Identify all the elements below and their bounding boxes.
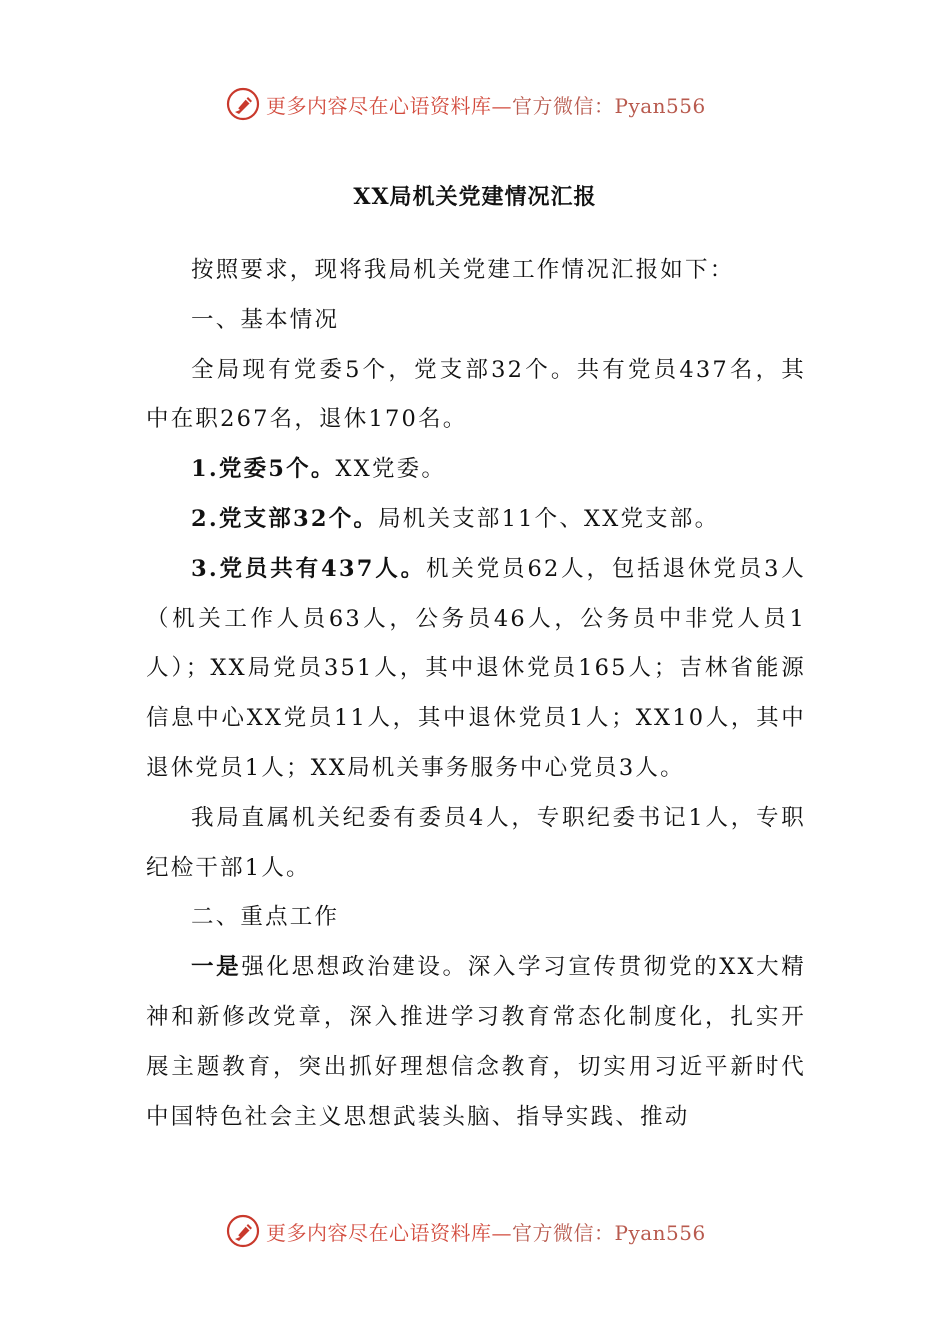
paragraph: 我局直属机关纪委有委员4人，专职纪委书记1人，专职纪检干部1人。 <box>146 804 806 881</box>
document-title: XX局机关党建情况汇报 <box>353 184 597 210</box>
paragraph: 2.党支部32个。局机关支部11个、XX党支部。 <box>191 505 720 532</box>
document-body <box>146 246 806 1142</box>
watermark-dash: — <box>491 93 512 118</box>
paragraph: 1.党委5个。XX党委。 <box>191 456 447 483</box>
paragraph: 一是强化思想政治建设。深入学习宣传贯彻党的XX大精神和新修改党章，深入推进学习教育常态化制度化，扎实开展主题教育，突出抓好理想信念教育，切实用习近平新时代中国特色社会主义思想武装头脑、指导实践、推动 <box>146 954 806 1130</box>
paragraph: 按照要求，现将我局机关党建工作情况汇报如下： <box>191 257 735 283</box>
watermark-text <box>266 90 706 119</box>
paragraph: 3.党员共有437人。机关党员62人，包括退休党员3人（机关工作人员63人，公务员46人，公务员中非党人员1人）；XX局党员351人，其中退休党员165人；吉林省能源信息中心XX党员11人，其中退休党员1人；XX10人，其中退休党员1人；XX局机关事务服务中心党员3人。 <box>146 555 806 781</box>
watermark-dash: — <box>491 1220 512 1245</box>
watermark-main: 更多内容尽在心语资料库 <box>266 1220 492 1245</box>
header-watermark <box>226 84 746 124</box>
section-heading: 二、重点工作 <box>191 904 340 931</box>
watermark-wechat: 官方微信：Pyan556 <box>512 93 706 118</box>
pen-nib-logo-icon <box>226 87 260 121</box>
section-heading: 一、基本情况 <box>191 306 340 333</box>
paragraph: 全局现有党委5个，党支部32个。共有党员437名，其中在职267名，退休170名。 <box>146 356 806 433</box>
watermark-text <box>266 1217 706 1246</box>
watermark-wechat: 官方微信：Pyan556 <box>512 1220 706 1245</box>
pen-nib-logo-icon <box>226 1214 260 1248</box>
footer-watermark <box>226 1211 746 1251</box>
watermark-main: 更多内容尽在心语资料库 <box>266 93 492 118</box>
